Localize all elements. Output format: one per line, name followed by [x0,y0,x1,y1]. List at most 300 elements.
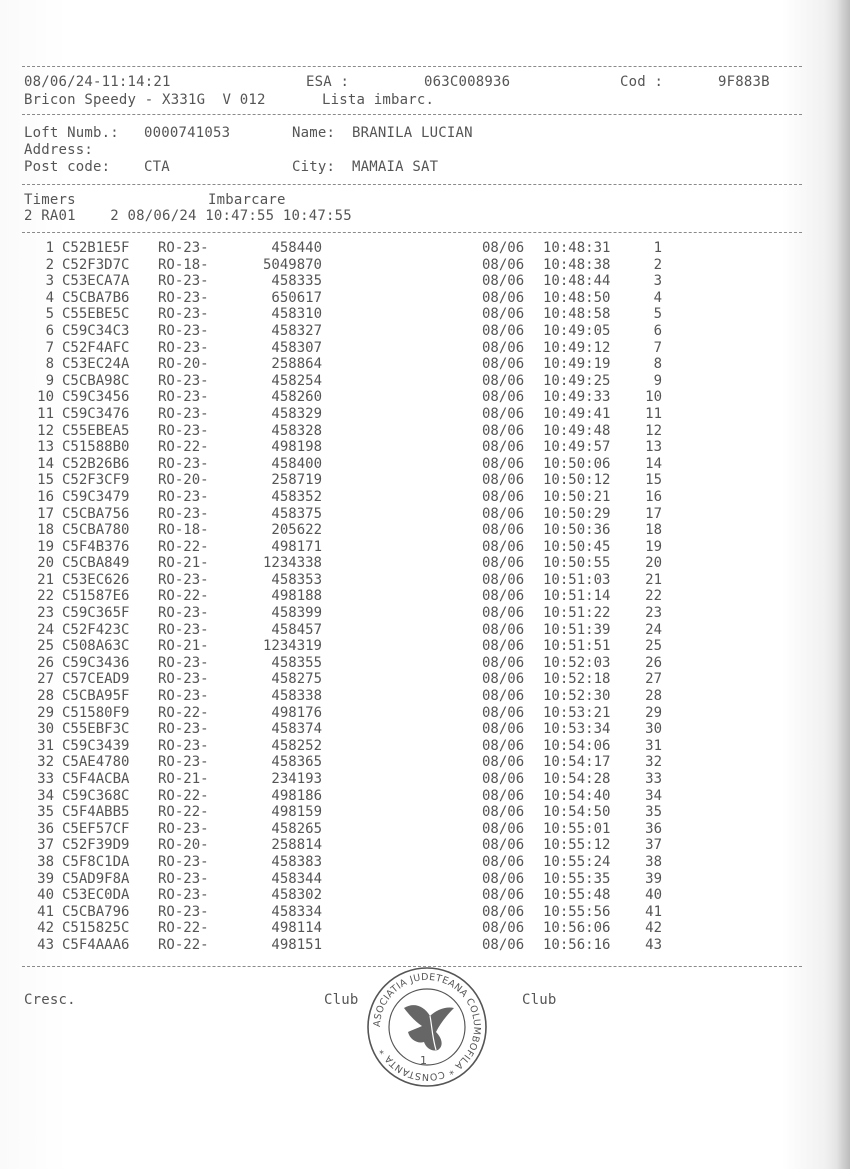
arrival-time: 10:51:22 [543,605,611,622]
arrival-time: 10:56:06 [543,920,611,937]
ring-country-year: RO-23- [158,455,209,472]
table-row [0,821,850,838]
divider [22,232,802,233]
table-row [0,290,850,307]
position: 34 [645,787,662,804]
table-row [0,721,850,738]
row-index: 34 [37,787,54,804]
arrival-date: 08/06 [482,704,525,721]
row-index: 32 [37,754,54,771]
row-index: 35 [37,804,54,821]
ring-number: 458353 [271,571,322,588]
ring-country-year: RO-21- [158,638,209,655]
arrival-time: 10:51:14 [543,588,611,605]
ring-code: C57CEAD9 [62,671,130,688]
ring-code: C52F3CF9 [62,472,130,489]
ring-code: C52B1E5F [62,240,130,256]
position: 31 [645,737,662,754]
arrival-time: 10:50:06 [543,455,611,472]
arrival-time: 10:55:24 [543,853,611,870]
table-row [0,522,850,539]
ring-number: 234193 [271,771,322,787]
ring-code: C59C365F [62,605,130,622]
ring-code: C53EC626 [62,571,130,588]
ring-code: C5F4ABB5 [62,804,130,821]
table-row [0,356,850,373]
ring-number: 498198 [271,439,322,456]
arrival-date: 08/06 [482,372,525,389]
row-index: 1 [45,240,54,256]
ring-country-year: RO-23- [158,372,209,389]
ring-code: C5CBA95F [62,688,130,705]
row-index: 17 [37,505,54,522]
arrival-time: 10:55:12 [543,837,611,854]
table-row [0,622,850,639]
ring-number: 458374 [271,721,322,738]
arrival-time: 10:56:16 [543,936,611,953]
position: 24 [645,621,662,638]
ring-number: 5049870 [262,256,322,273]
arrival-date: 08/06 [482,439,525,456]
ring-number: 1234338 [262,555,322,572]
row-index: 27 [37,671,54,688]
ring-code: C5F4ACBA [62,771,130,787]
position: 6 [653,322,662,339]
ring-code: C52B26B6 [62,455,130,472]
arrival-time: 10:50:45 [543,538,611,555]
arrival-date: 08/06 [482,654,525,671]
ring-code: C5F4B376 [62,538,130,555]
ring-code: C5CBA756 [62,505,130,522]
ring-number: 458335 [271,273,322,290]
loft-label: Loft Numb.: [24,125,119,141]
ring-country-year: RO-22- [158,538,209,555]
row-index: 26 [37,654,54,671]
arrival-time: 10:48:38 [543,256,611,273]
ring-code: C5CBA849 [62,555,130,572]
ring-number: 458365 [271,754,322,771]
row-index: 11 [37,405,54,422]
arrival-time: 10:49:12 [543,339,611,356]
arrival-date: 08/06 [482,289,525,306]
list-title: Lista imbarc. [322,92,435,108]
table-row [0,771,850,788]
table-row [0,506,850,523]
position: 18 [645,522,662,539]
position: 28 [645,688,662,705]
ring-number: 458265 [271,820,322,837]
ring-country-year: RO-23- [158,903,209,920]
row-index: 36 [37,820,54,837]
basketing-list [0,240,850,954]
arrival-date: 08/06 [482,256,525,273]
ring-number: 1234319 [262,638,322,655]
table-row [0,323,850,340]
position: 33 [645,771,662,787]
arrival-time: 10:50:12 [543,472,611,489]
arrival-date: 08/06 [482,455,525,472]
arrival-date: 08/06 [482,870,525,887]
cod-value: 9F883B [718,74,770,90]
ring-number: 498159 [271,804,322,821]
arrival-date: 08/06 [482,688,525,705]
ring-country-year: RO-21- [158,555,209,572]
arrival-date: 08/06 [482,787,525,804]
table-row [0,257,850,274]
arrival-time: 10:48:58 [543,306,611,323]
position: 32 [645,754,662,771]
arrival-date: 08/06 [482,804,525,821]
table-row [0,688,850,705]
ring-country-year: RO-23- [158,422,209,439]
esa-label: ESA : [306,74,350,90]
ring-code: C5CBA98C [62,372,130,389]
ring-country-year: RO-23- [158,853,209,870]
stamp-number: 1 [420,1054,427,1067]
arrival-time: 10:50:29 [543,505,611,522]
ring-code: C5CBA7B6 [62,289,130,306]
table-row [0,489,850,506]
arrival-date: 08/06 [482,405,525,422]
position: 29 [645,704,662,721]
arrival-date: 08/06 [482,339,525,356]
arrival-time: 10:49:41 [543,405,611,422]
arrival-date: 08/06 [482,306,525,323]
row-index: 16 [37,488,54,505]
ring-number: 205622 [271,522,322,539]
esa-value: 063C008936 [424,74,511,90]
ring-number: 458327 [271,322,322,339]
arrival-date: 08/06 [482,522,525,539]
position: 15 [645,472,662,489]
arrival-time: 10:54:50 [543,804,611,821]
row-index: 38 [37,853,54,870]
row-index: 21 [37,571,54,588]
table-row [0,472,850,489]
arrival-time: 10:48:44 [543,273,611,290]
position: 30 [645,721,662,738]
ring-number: 458457 [271,621,322,638]
ring-code: C51587E6 [62,588,130,605]
arrival-date: 08/06 [482,571,525,588]
ring-number: 498176 [271,704,322,721]
position: 27 [645,671,662,688]
arrival-date: 08/06 [482,555,525,572]
club-left-label: Club [324,992,359,1008]
club-right-label: Club [522,992,557,1008]
ring-code: C59C368C [62,787,130,804]
print-datetime: 08/06/24-11:14:21 [24,74,171,90]
ring-number: 458355 [271,654,322,671]
ring-number: 458383 [271,853,322,870]
position: 37 [645,837,662,854]
arrival-date: 08/06 [482,903,525,920]
ring-country-year: RO-23- [158,405,209,422]
ring-country-year: RO-22- [158,920,209,937]
ring-country-year: RO-23- [158,737,209,754]
ring-number: 458399 [271,605,322,622]
ring-code: C59C3476 [62,405,130,422]
arrival-time: 10:55:01 [543,820,611,837]
ring-code: C5F8C1DA [62,853,130,870]
table-row [0,572,850,589]
arrival-date: 08/06 [482,853,525,870]
ring-country-year: RO-23- [158,322,209,339]
ring-country-year: RO-23- [158,339,209,356]
ring-number: 458260 [271,389,322,406]
divider [22,66,802,67]
ring-country-year: RO-22- [158,588,209,605]
arrival-time: 10:49:05 [543,322,611,339]
ring-country-year: RO-21- [158,771,209,787]
row-index: 30 [37,721,54,738]
ring-number: 498114 [271,920,322,937]
arrival-time: 10:55:48 [543,887,611,904]
arrival-date: 08/06 [482,488,525,505]
divider [22,184,802,185]
row-index: 7 [45,339,54,356]
row-index: 42 [37,920,54,937]
arrival-date: 08/06 [482,472,525,489]
row-index: 14 [37,455,54,472]
ring-number: 458440 [271,240,322,256]
arrival-time: 10:49:33 [543,389,611,406]
arrival-time: 10:52:18 [543,671,611,688]
ring-number: 458252 [271,737,322,754]
ring-number: 458400 [271,455,322,472]
ring-code: C515825C [62,920,130,937]
arrival-date: 08/06 [482,671,525,688]
row-index: 5 [45,306,54,323]
arrival-time: 10:51:39 [543,621,611,638]
position: 42 [645,920,662,937]
table-row [0,904,850,921]
owner-name: BRANILA LUCIAN [352,125,473,141]
row-index: 15 [37,472,54,489]
ring-code: C52F423C [62,621,130,638]
position: 23 [645,605,662,622]
position: 20 [645,555,662,572]
row-index: 4 [45,289,54,306]
row-index: 29 [37,704,54,721]
arrival-date: 08/06 [482,920,525,937]
row-index: 41 [37,903,54,920]
ring-country-year: RO-23- [158,273,209,290]
arrival-date: 08/06 [482,322,525,339]
position: 19 [645,538,662,555]
arrival-time: 10:49:57 [543,439,611,456]
row-index: 2 [45,256,54,273]
stamp-text: ASOCIATIA JUDETEANA COLUMBOFILA * CONSTANTA * [371,971,483,1083]
ring-number: 458338 [271,688,322,705]
ring-country-year: RO-23- [158,605,209,622]
table-row [0,588,850,605]
position: 21 [645,571,662,588]
arrival-time: 10:54:17 [543,754,611,771]
table-row [0,804,850,821]
divider [22,114,802,115]
ring-code: C59C34C3 [62,322,130,339]
position: 35 [645,804,662,821]
table-row [0,738,850,755]
arrival-date: 08/06 [482,737,525,754]
table-row [0,854,850,871]
table-row [0,306,850,323]
ring-country-year: RO-23- [158,671,209,688]
position: 43 [645,936,662,953]
row-index: 39 [37,870,54,887]
arrival-time: 10:55:56 [543,903,611,920]
address-label: Address: [24,142,94,158]
postcode-value: CTA [144,159,170,175]
table-row [0,655,850,672]
position: 7 [653,339,662,356]
ring-country-year: RO-23- [158,688,209,705]
timers-label: Timers [24,192,76,208]
arrival-time: 10:50:55 [543,555,611,572]
arrival-date: 08/06 [482,638,525,655]
row-index: 28 [37,688,54,705]
table-row [0,638,850,655]
ring-number: 650617 [271,289,322,306]
arrival-date: 08/06 [482,820,525,837]
arrival-time: 10:52:03 [543,654,611,671]
position: 26 [645,654,662,671]
ring-country-year: RO-22- [158,704,209,721]
arrival-date: 08/06 [482,273,525,290]
imbarcare-label: Imbarcare [208,192,286,208]
table-row [0,373,850,390]
table-row [0,837,850,854]
table-row [0,937,850,954]
ring-number: 458329 [271,405,322,422]
arrival-date: 08/06 [482,356,525,373]
ring-code: C508A63C [62,638,130,655]
ring-number: 458302 [271,887,322,904]
row-index: 8 [45,356,54,373]
ring-country-year: RO-20- [158,837,209,854]
ring-number: 498186 [271,787,322,804]
arrival-date: 08/06 [482,538,525,555]
ring-code: C51588B0 [62,439,130,456]
table-row [0,389,850,406]
cod-label: Cod : [620,74,664,90]
scan-edge-shadow [836,0,850,1169]
ring-number: 458344 [271,870,322,887]
ring-code: C52F39D9 [62,837,130,854]
ring-number: 258814 [271,837,322,854]
row-index: 18 [37,522,54,539]
ring-number: 498151 [271,936,322,953]
ring-code: C5F4AAA6 [62,936,130,953]
arrival-date: 08/06 [482,754,525,771]
ring-number: 498188 [271,588,322,605]
ring-country-year: RO-23- [158,505,209,522]
ring-country-year: RO-23- [158,289,209,306]
arrival-time: 10:55:35 [543,870,611,887]
device-info: Bricon Speedy - X331G V 012 [24,92,266,108]
arrival-time: 10:53:21 [543,704,611,721]
ring-code: C59C3439 [62,737,130,754]
postcode-label: Post code: [24,159,111,175]
ring-country-year: RO-23- [158,488,209,505]
city-value: MAMAIA SAT [352,159,439,175]
table-row [0,887,850,904]
row-index: 19 [37,538,54,555]
table-row [0,788,850,805]
table-row [0,423,850,440]
ring-country-year: RO-23- [158,870,209,887]
ring-code: C52F3D7C [62,256,130,273]
row-index: 24 [37,621,54,638]
row-index: 20 [37,555,54,572]
pigeon-seal-icon [366,966,488,1088]
table-row [0,555,850,572]
arrival-time: 10:48:50 [543,289,611,306]
ring-country-year: RO-23- [158,887,209,904]
cresc-label: Cresc. [24,992,76,1008]
ring-code: C51580F9 [62,704,130,721]
arrival-date: 08/06 [482,621,525,638]
row-index: 37 [37,837,54,854]
row-index: 25 [37,638,54,655]
row-index: 10 [37,389,54,406]
position: 17 [645,505,662,522]
ring-country-year: RO-23- [158,621,209,638]
ring-country-year: RO-22- [158,936,209,953]
table-row [0,539,850,556]
arrival-time: 10:54:28 [543,771,611,787]
position: 14 [645,455,662,472]
row-index: 6 [45,322,54,339]
arrival-time: 10:49:25 [543,372,611,389]
arrival-time: 10:54:06 [543,737,611,754]
ring-country-year: RO-23- [158,820,209,837]
ring-code: C5EF57CF [62,820,130,837]
row-index: 3 [45,273,54,290]
loft-number: 0000741053 [144,125,231,141]
ring-country-year: RO-23- [158,306,209,323]
row-index: 23 [37,605,54,622]
ring-country-year: RO-23- [158,571,209,588]
arrival-date: 08/06 [482,887,525,904]
city-label: City: [292,159,336,175]
arrival-time: 10:50:36 [543,522,611,539]
arrival-date: 08/06 [482,936,525,953]
position: 10 [645,389,662,406]
arrival-date: 08/06 [482,837,525,854]
ring-number: 458375 [271,505,322,522]
table-row [0,406,850,423]
table-row [0,439,850,456]
ring-code: C59C3456 [62,389,130,406]
ring-code: C5AD9F8A [62,870,130,887]
timer-row: 2 RA01 2 08/06/24 10:47:55 10:47:55 [24,208,352,224]
ring-number: 458275 [271,671,322,688]
table-row [0,456,850,473]
row-index: 40 [37,887,54,904]
row-index: 43 [37,936,54,953]
arrival-date: 08/06 [482,588,525,605]
position: 11 [645,405,662,422]
position: 22 [645,588,662,605]
position: 4 [653,289,662,306]
ring-code: C55EBEA5 [62,422,130,439]
name-label: Name: [292,125,336,141]
arrival-date: 08/06 [482,505,525,522]
arrival-date: 08/06 [482,240,525,256]
position: 38 [645,853,662,870]
